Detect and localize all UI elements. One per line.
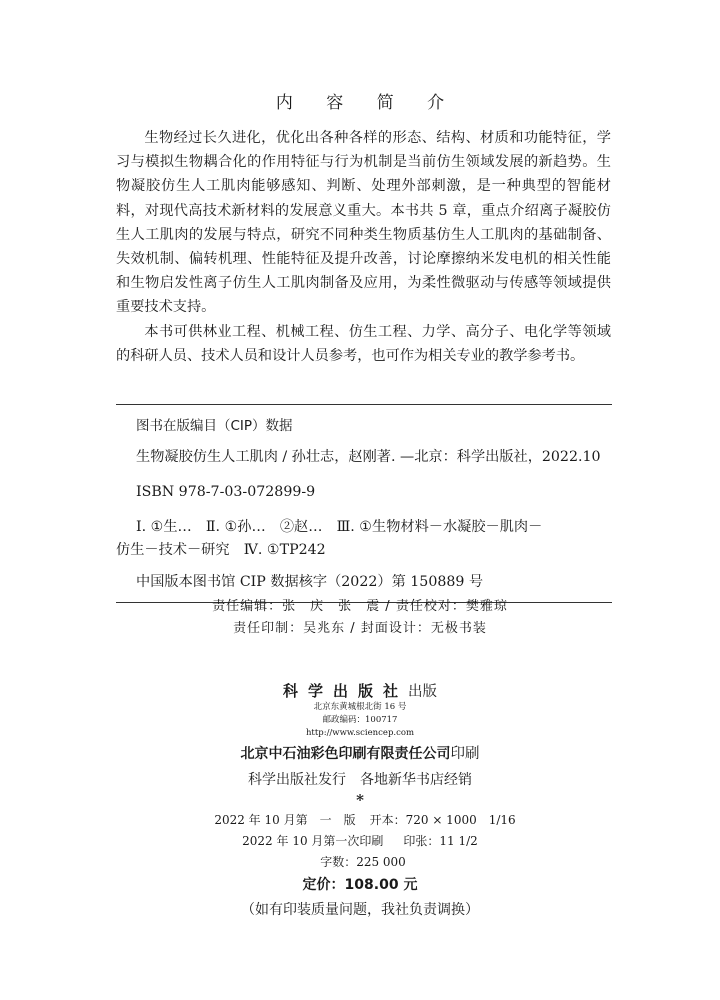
credits-print: 责任印制：吴兆东 / 封面设计：无极书装 bbox=[233, 621, 487, 636]
sheets: 印张：11 1/2 bbox=[403, 834, 478, 848]
edition-date: 2022 年 10 月第 一 版 bbox=[214, 813, 356, 827]
cip-isbn: ISBN 978-7-03-072899-9 bbox=[136, 484, 316, 500]
printer-suffix: 印刷 bbox=[450, 746, 480, 762]
specs-block bbox=[0, 810, 720, 921]
cip-classification-1: Ⅰ. ①生… Ⅱ. ①孙… ②赵… Ⅲ. ①生物材料－水凝胶－肌肉－ bbox=[136, 519, 543, 535]
format: 开本：720 × 1000 1/16 bbox=[369, 813, 516, 827]
distribution: 科学出版社发行 各地新华书店经销 bbox=[248, 772, 472, 788]
quality-note: （如有印装质量问题，我社负责调换） bbox=[241, 902, 479, 918]
cip-title-line: 生物凝胶仿生人工肌肉 / 孙壮志，赵刚著. —北京：科学出版社，2022.10 bbox=[136, 449, 601, 465]
word-count: 字数：225 000 bbox=[320, 855, 406, 869]
print-date: 2022 年 10 月第一次印刷 bbox=[242, 834, 384, 848]
cip-classification-2: 仿生－技术－研究 Ⅳ. ①TP242 bbox=[116, 542, 326, 558]
cip-heading: 图书在版编目（CIP）数据 bbox=[136, 418, 293, 434]
intro-title: 内 容 简 介 bbox=[275, 93, 459, 113]
cip-verify: 中国版本图书馆 CIP 数据核字（2022）第 150889 号 bbox=[136, 574, 484, 590]
printer-name: 北京中石油彩色印刷有限责任公司 bbox=[240, 746, 451, 762]
publisher-address: 北京东黄城根北街 16 号 bbox=[313, 702, 407, 712]
publisher-line bbox=[0, 680, 720, 701]
publisher-postcode: 邮政编码：100717 bbox=[322, 715, 398, 725]
specs-row-edition bbox=[0, 810, 720, 831]
publisher-website: http://www.sciencep.com bbox=[305, 728, 415, 738]
specs-row-print bbox=[0, 831, 720, 852]
intro-body bbox=[116, 126, 611, 368]
publisher-block bbox=[0, 680, 720, 807]
printer-line bbox=[0, 742, 720, 763]
credits-editors: 责任编辑：张 庆 张 震 / 责任校对：樊雅琼 bbox=[212, 599, 508, 614]
intro-paragraph-2: 本书可供林业工程、机械工程、仿生工程、力学、高分子、电化学等领域的科研人员、技术人员和设计人员参考，也可作为相关专业的教学参考书。 bbox=[116, 323, 611, 364]
publisher-name: 科学出版社 bbox=[282, 682, 408, 700]
publisher-suffix: 出版 bbox=[408, 684, 437, 700]
price: 定价：108.00 元 bbox=[302, 877, 418, 893]
credits bbox=[0, 596, 720, 640]
cip-block bbox=[116, 404, 612, 603]
intro-paragraph-1: 生物经过长久进化，优化出各种各样的形态、结构、材质和功能特征，学习与模拟生物耦合化的作用特征与行为机制是当前仿生领域发展的新趋势。生物凝胶仿生人工肌肉能够感知、判断、处理外部刺激，是一种典型的智能材料，对现代高技术新材料的发展意义重大。本书共 5 章，重点介绍离子凝胶仿生人工肌肉的发展与特点，研究不同种类生物质基仿生人工肌肉的基础制备、失效机制、偏转机理、性能特征及提升改善，讨论摩擦纳米发电机的相关性能和生物启发性离子仿生人工肌肉制备及应用，为柔性微驱动与传感等领域提供重要技术支持。 bbox=[116, 130, 611, 316]
separator-star: * bbox=[356, 791, 364, 809]
